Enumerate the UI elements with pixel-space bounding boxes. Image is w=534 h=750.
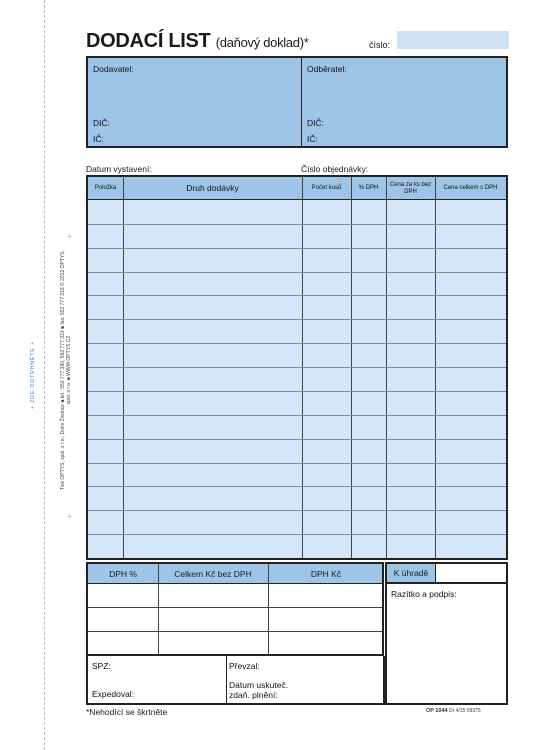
cut-here-text: + ZDE ODTRHNĚTE + — [30, 340, 36, 410]
customer-label: Odběratel: — [307, 64, 347, 74]
col-total-header: Cena celkem s DPH — [443, 185, 498, 191]
customer-dic-label: DIČ: — [307, 118, 324, 128]
parties-block — [86, 56, 508, 148]
form-code-bold: OP 1044 — [426, 708, 448, 714]
supplier-dic-label: DIČ: — [93, 118, 110, 128]
table-row-divider — [88, 367, 506, 368]
amount-due-label: K úhradě — [387, 564, 436, 582]
col-item-header: Položka — [94, 185, 117, 191]
registration-mark: + — [67, 232, 72, 241]
table-row-divider — [88, 534, 506, 535]
parties-divider — [301, 58, 302, 146]
vat-rate-header: DPH % — [109, 569, 137, 579]
supplier-ic-label: IČ: — [93, 134, 104, 144]
col-unit-price-header: Cena za ks bez DPH — [389, 181, 432, 195]
vat-row-divider — [88, 631, 382, 632]
col-type-header: Druh dodávky — [186, 183, 239, 193]
tax-date-label-line1: Datum uskuteč. — [229, 680, 289, 690]
document-subtitle: (daňový doklad)* — [215, 35, 309, 50]
perforation-line — [44, 0, 45, 750]
table-row-divider — [88, 272, 506, 273]
vat-row-divider — [88, 607, 382, 608]
items-table-header — [88, 177, 506, 200]
table-row-divider — [88, 391, 506, 392]
supplier-label: Dodavatel: — [93, 64, 134, 74]
form-code — [426, 708, 481, 714]
table-row-divider — [88, 224, 506, 225]
delivery-divider — [226, 656, 227, 703]
table-row-divider — [88, 463, 506, 464]
dispatched-label: Expedoval: — [92, 689, 135, 699]
customer-ic-label: IČ: — [307, 134, 318, 144]
vat-col-divider — [268, 564, 269, 654]
table-row-divider — [88, 415, 506, 416]
vat-amount-header: DPH Kč — [310, 569, 342, 579]
vat-summary-table — [86, 562, 384, 656]
table-row-divider — [88, 319, 506, 320]
stamp-signature-box — [385, 584, 508, 705]
col-vat-header: % DPH — [358, 185, 379, 191]
table-row-divider — [88, 439, 506, 440]
form-code-rest: Dr 4/15 09375 — [449, 708, 481, 714]
number-label: číslo: — [369, 40, 391, 50]
printer-info: Tisk OPTYS, spol. s r.o., Dolní Životice ■ tel.: 553 777 380, 553 777 333 ■ fax: 553 777 318 © 2012 OPTYS, spol. s r.o. ■ WWW.OPTYS.CZ — [60, 250, 72, 490]
table-row-divider — [88, 248, 506, 249]
document-title: DODACÍ LIST (daňový doklad)* — [86, 30, 309, 52]
table-row-divider — [88, 343, 506, 344]
col-qty-header: Počet kusů — [311, 185, 342, 191]
vat-col-divider — [158, 564, 159, 654]
table-row-divider — [88, 510, 506, 511]
issue-date-label: Datum vystavení: — [86, 164, 152, 174]
amount-due-box — [385, 562, 508, 584]
table-row-divider — [88, 486, 506, 487]
footnote: *Nehodící se škrtněte — [86, 707, 168, 717]
delivery-info-block — [86, 656, 385, 705]
tax-date-label-line2: zdaň. plnění: — [229, 690, 278, 700]
total-excl-vat-header: Celkem Kč bez DPH — [174, 569, 252, 579]
items-table — [86, 175, 508, 560]
vat-summary-header — [88, 564, 382, 584]
spz-label: SPZ: — [92, 661, 111, 671]
received-label: Převzal: — [229, 661, 260, 671]
registration-mark: + — [67, 512, 72, 521]
order-number-label: Číslo objednávky: — [301, 164, 369, 174]
table-row-divider — [88, 295, 506, 296]
stamp-label: Razítko a podpis: — [391, 589, 457, 599]
number-field[interactable] — [397, 31, 509, 49]
